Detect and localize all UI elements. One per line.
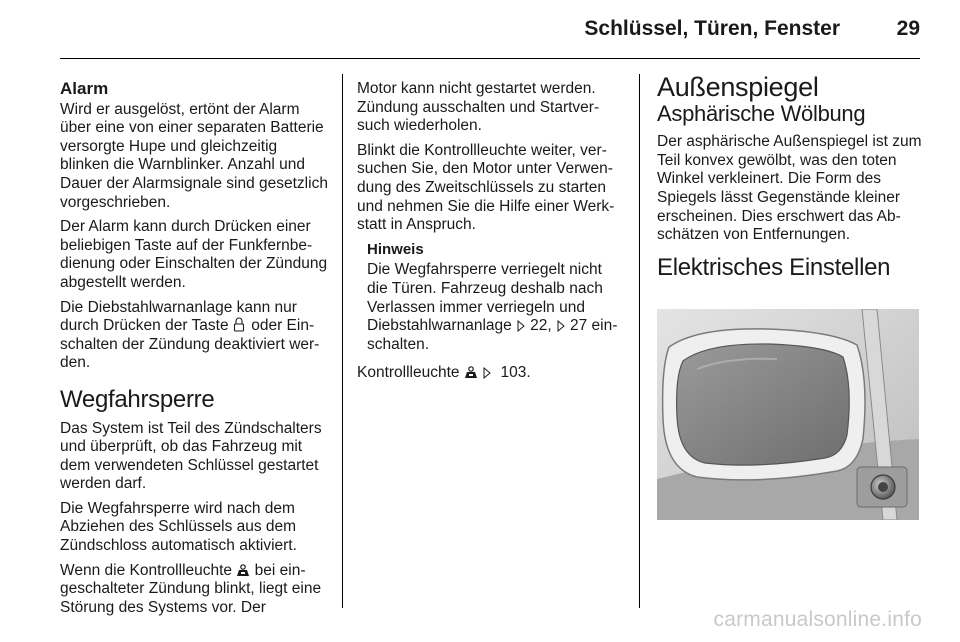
header-title: Schlüssel, Türen, Fenster bbox=[584, 17, 840, 40]
immobiliser-paragraph: Das System ist Teil des Zündschalters und überprüft, ob das Fahrzeug mit dem verwendeten Schlüssel gestartet werden darf. bbox=[60, 419, 322, 493]
immobiliser-warning-icon bbox=[464, 366, 478, 380]
note-text bbox=[367, 261, 625, 354]
body-paragraph: Motor kann nicht gestartet werden. Zündung ausschalten und Startversuch wiederholen. bbox=[357, 80, 600, 135]
column-3 bbox=[657, 70, 925, 291]
note-text-part: Die Wegfahrsperre verriegelt nicht die Türen. Fahrzeug deshalb nach Verlassen immer verriegeln und Diebstahlwarnanlage bbox=[367, 261, 603, 335]
alarm-paragraph bbox=[60, 299, 328, 373]
note-box bbox=[367, 241, 625, 355]
page-reference-arrow-icon bbox=[516, 319, 530, 333]
page-header bbox=[0, 0, 960, 64]
body-paragraph: Blinkt die Kontrollleuchte weiter, versuchen Sie, den Motor unter Verwendung des Zweitschlüssels zu starten und nehmen Sie die Hilfe einer Werkstatt in Anspruch. bbox=[357, 141, 615, 234]
immobiliser-text: bei eingeschalteter Zündung blinkt, liegt eine Störung des Systems vor. Der bbox=[60, 561, 322, 616]
page-reference-arrow-icon bbox=[482, 366, 496, 380]
column-divider bbox=[342, 74, 343, 608]
indicator-label: Kontrollleuchte bbox=[357, 364, 460, 382]
alarm-paragraph: Der Alarm kann durch Drücken einer beliebigen Taste auf der Funkfernbedienung oder Einschalten der Zündung abgestellt werden. bbox=[60, 218, 328, 291]
aspheric-paragraph: Der asphärische Außenspiegel ist zum Teil konvex gewölbt, was den toten Winkel verkleinert. Die Form des Spiegels lässt Gegenstände kleiner erscheinen. Dies erschwert das Abschätzen von Entfernungen. bbox=[657, 133, 922, 244]
page-reference: 27 einschalten. bbox=[367, 317, 618, 353]
watermark: carmanualsonline.info bbox=[713, 608, 922, 631]
column-1 bbox=[60, 70, 328, 623]
column-2 bbox=[357, 70, 625, 389]
page-reference: 22, bbox=[530, 317, 552, 335]
alarm-heading: Alarm bbox=[60, 79, 109, 98]
immobiliser-heading: Wegfahrsperre bbox=[60, 385, 215, 413]
mirror-illustration bbox=[657, 309, 919, 520]
column-divider bbox=[639, 74, 640, 608]
immobiliser-paragraph: Die Wegfahrsperre wird nach dem Abziehen des Schlüssels aus dem Zündschloss automatisch aktiviert. bbox=[60, 499, 297, 555]
indicator-reference bbox=[357, 364, 625, 383]
immobiliser-warning-icon bbox=[236, 564, 250, 578]
header-rule bbox=[60, 58, 920, 59]
lock-button-icon bbox=[233, 317, 247, 331]
alarm-text: Die Diebstahlwarnanlage kann nur durch Drücken der Taste bbox=[60, 298, 297, 335]
alarm-paragraph: Wird er ausgelöst, ertönt der Alarm über eine von einer separaten Batterie versorgte Hupe und gleichzeitig blinken die Warnblinker. Anzahl und Dauer der Alarmsignale sind gesetzlich vorgeschrieben. bbox=[60, 100, 328, 211]
note-title: Hinweis bbox=[367, 240, 424, 258]
electric-adjust-heading: Elektrisches Einstellen bbox=[657, 253, 891, 281]
immobiliser-text: Wenn die Kontrollleuchte bbox=[60, 561, 233, 579]
subheading: Asphärische Wölbung bbox=[657, 100, 866, 126]
section-heading: Außenspiegel bbox=[657, 72, 819, 102]
alarm-text: oder Einschalten der Zündung deaktiviert werden. bbox=[60, 317, 320, 372]
page-reference: 103. bbox=[500, 364, 531, 382]
page-number: 29 bbox=[896, 17, 920, 40]
immobiliser-paragraph bbox=[60, 562, 328, 618]
page-reference-arrow-icon bbox=[556, 319, 570, 333]
